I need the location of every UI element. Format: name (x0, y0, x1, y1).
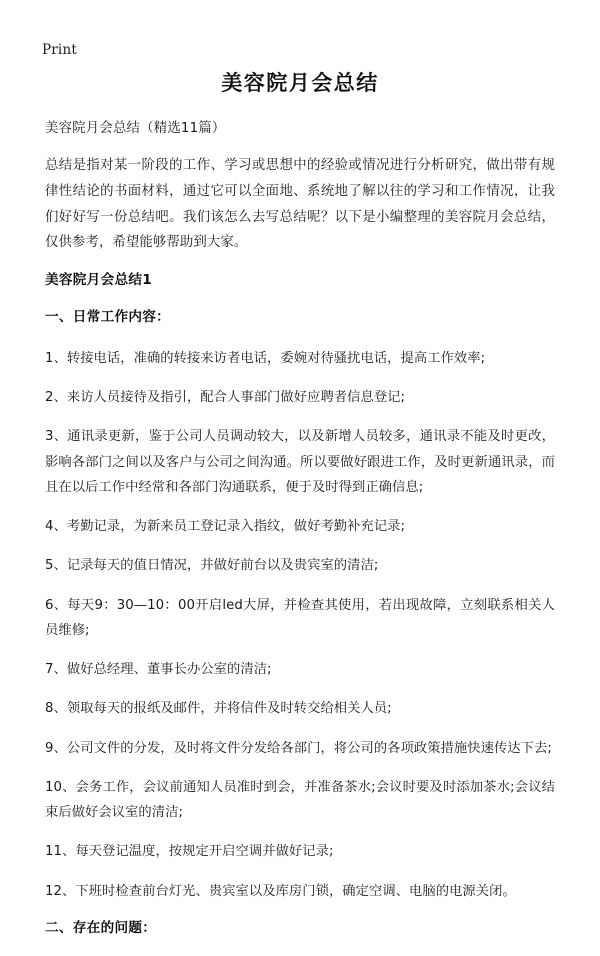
document-subtitle: 美容院月会总结（精选11篇） (45, 121, 226, 137)
list-item: 4、考勤记录，为新来员工登记录入指纹，做好考勤补充记录; (45, 519, 406, 535)
section-heading-two: 二、存在的问题： (45, 919, 157, 936)
document-intro-paragraph: 总结是指对某一阶段的工作、学习或思想中的经验或情况进行分析研究，做出带有规律性结论的书面材料，通过它可以全面地、系统地了解以往的学习和工作情况，让我们好好写一份总结吧。我们该怎么去写总结呢？以下是小编整理的美容院月会总结，仅供参考，希望能够帮助到大家。 (45, 158, 555, 251)
list-item: 11、每天登记温度，按规定开启空调并做好记录; (45, 844, 334, 860)
print-button[interactable]: Print (42, 42, 77, 58)
list-item: 9、公司文件的分发，及时将文件分发给各部门，将公司的各项政策措施快速传达下去; (45, 740, 552, 756)
list-item: 10、会务工作，会议前通知人员准时到会，并准备茶水;会议时要及时添加茶水;会议结束后做好会议室的清洁; (45, 779, 555, 821)
section-heading-one: 一、日常工作内容： (45, 309, 171, 326)
section-title: 美容院月会总结1 (45, 272, 153, 288)
list-item: 8、领取每天的报纸及邮件，并将信件及时转交给相关人员; (45, 701, 392, 717)
list-item: 6、每天9：30—10：00开启led大屏，并检查其使用，若出现故障，立刻联系相关人员维修; (45, 597, 555, 638)
list-item: 7、做好总经理、董事长办公室的清洁; (45, 662, 272, 678)
document-content (45, 70, 555, 956)
list-item: 2、来访人员接待及指引，配合人事部门做好应聘者信息登记; (45, 390, 406, 406)
list-item: 5、记录每天的值日情况，并做好前台以及贵宾室的清洁; (45, 558, 379, 574)
list-item: 1、转接电话，准确的转接来访者电话，委婉对待骚扰电话，提高工作效率; (45, 350, 486, 366)
list-item: 3、通讯录更新，鉴于公司人员调动较大，以及新增人员较多，通讯录不能及时更改，影响各部门之间以及客户与公司之间沟通。所以要做好跟进工作，及时更新通讯录，而且在以后工作中经常和各部门沟通联系，便于及时得到正确信息; (45, 429, 555, 495)
page-title: 美容院月会总结 (221, 71, 379, 95)
list-item: 12、下班时检查前台灯光、贵宾室以及库房门锁，确定空调、电脑的电源关闭。 (45, 883, 516, 899)
